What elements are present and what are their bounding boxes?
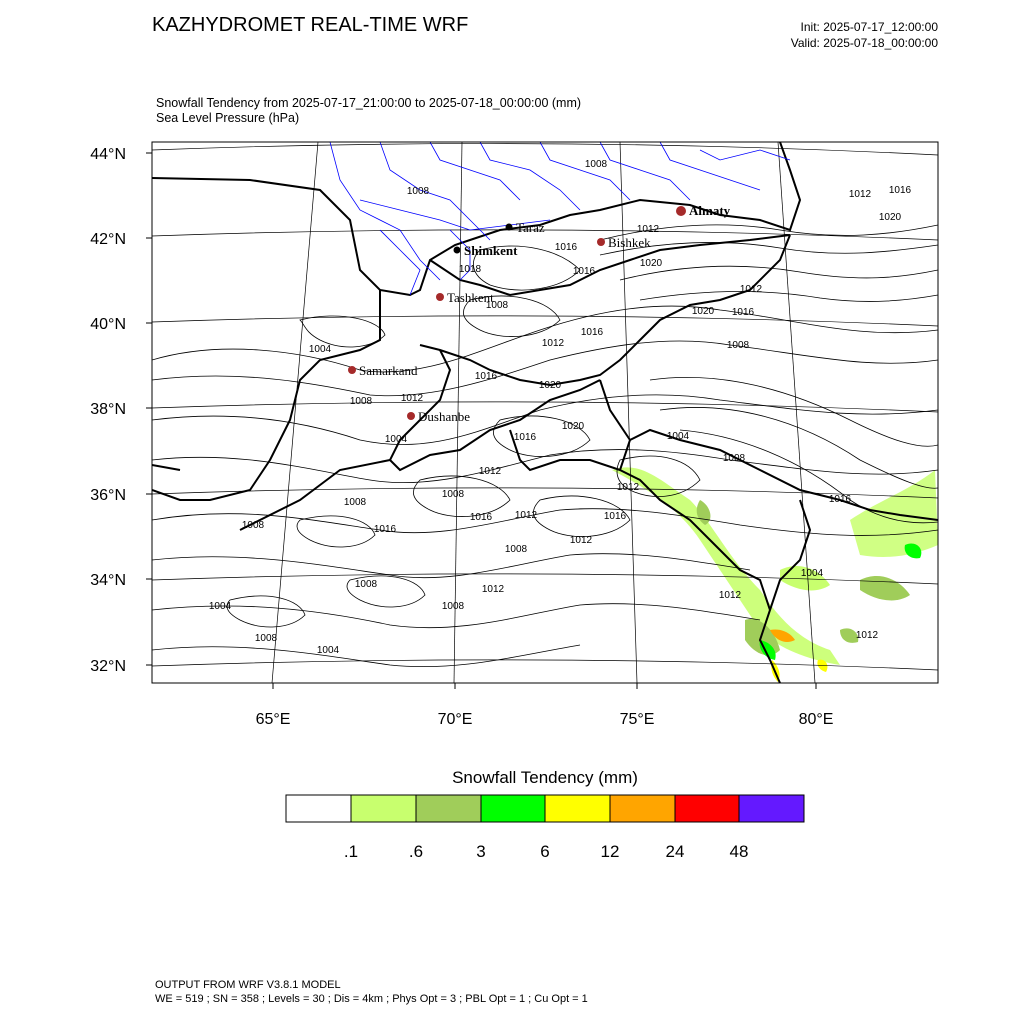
lat-label: 34°N — [90, 572, 126, 589]
contour-label: 1012 — [569, 535, 593, 546]
contour-label: 1008 — [485, 300, 509, 311]
contour-label: 1008 — [726, 340, 750, 351]
colorbar — [286, 795, 804, 822]
contour-label: 1004 — [384, 434, 408, 445]
city-label: Shimkent — [464, 243, 518, 258]
contour-label: 1012 — [636, 224, 660, 235]
contour-label: 1008 — [354, 579, 378, 590]
city-label: Bishkek — [608, 235, 651, 250]
colorbar-swatch — [481, 795, 545, 822]
contour-label: 1012 — [514, 510, 538, 521]
footer-settings: WE = 519 ; SN = 358 ; Levels = 30 ; Dis = 4km ; Phys Opt = 3 ; PBL Opt = 1 ; Cu Opt = 1 — [155, 993, 588, 1005]
city-label: Taraz — [516, 220, 545, 235]
lat-label: 44°N — [90, 146, 126, 163]
contour-label: 1016 — [888, 185, 912, 196]
lat-label: 32°N — [90, 658, 126, 675]
contour-label: 1004 — [800, 568, 824, 579]
colorbar-label: 6 — [540, 842, 550, 861]
lat-label: 42°N — [90, 231, 126, 248]
main-title: KAZHYDROMET REAL-TIME WRF — [152, 14, 469, 36]
contour-label: 1004 — [666, 431, 690, 442]
colorbar-swatch — [545, 795, 610, 822]
contour-label: 1016 — [731, 307, 755, 318]
contour-label: 1008 — [343, 497, 367, 508]
contour-label: 1020 — [639, 258, 663, 269]
contour-label: 1008 — [584, 159, 608, 170]
field-description-slp: Sea Level Pressure (hPa) — [156, 111, 300, 125]
contour-label: 1008 — [241, 520, 265, 531]
colorbar-label: .6 — [408, 842, 424, 861]
contour-label: 1004 — [308, 344, 332, 355]
contour-label: 1012 — [478, 466, 502, 477]
contour-label: 1016 — [580, 327, 604, 338]
footer-model: OUTPUT FROM WRF V3.8.1 MODEL — [155, 979, 341, 991]
contour-label: 1004 — [208, 601, 232, 612]
contour-label: 1016 — [513, 432, 537, 443]
contour-label: 1020 — [561, 421, 585, 432]
colorbar-label: 12 — [600, 842, 620, 861]
contour-label: 1008 — [441, 601, 465, 612]
lat-label: 38°N — [90, 401, 126, 418]
contour-label: 1020 — [691, 306, 715, 317]
contour-label: 1020 — [538, 380, 562, 391]
contour-label: 1016 — [603, 511, 627, 522]
colorbar-swatch — [286, 795, 351, 822]
contour-label: 1004 — [316, 645, 340, 656]
lat-label: 36°N — [90, 487, 126, 504]
lat-label: 40°N — [90, 316, 126, 333]
colorbar-swatch — [675, 795, 739, 822]
contour-label: 1012 — [481, 584, 505, 595]
city-samarkand — [348, 363, 418, 378]
colorbar-swatch — [416, 795, 481, 822]
contour-label: 1020 — [878, 212, 902, 223]
contour-label: 1008 — [504, 544, 528, 555]
colorbar-label: 48 — [729, 842, 749, 861]
contour-label: 1008 — [349, 396, 373, 407]
colorbar-swatch — [739, 795, 804, 822]
city-label: Almaty — [689, 203, 731, 218]
lon-label: 75°E — [619, 711, 655, 728]
colorbar-label: 3 — [476, 842, 486, 861]
contour-label: 1008 — [722, 453, 746, 464]
contour-label: 1016 — [828, 494, 852, 505]
contour-label: 1008 — [406, 186, 430, 197]
valid-time: Valid: 2025-07-18_00:00:00 — [790, 36, 938, 50]
contour-label: 1012 — [616, 482, 640, 493]
init-time: Init: 2025-07-17_12:00:00 — [800, 20, 938, 34]
contour-label: 1012 — [400, 393, 424, 404]
city-shimkent — [454, 243, 519, 258]
colorbar-label: .1 — [343, 842, 359, 861]
latitude-labels — [90, 146, 126, 675]
longitude-labels — [256, 711, 834, 728]
contour-label: 1012 — [855, 630, 879, 641]
colorbar-swatch — [610, 795, 675, 822]
contour-label: 1008 — [254, 633, 278, 644]
colorbar-label: 24 — [665, 842, 685, 861]
colorbar-title: Snowfall Tendency (mm) — [452, 768, 638, 787]
contour-label: 1012 — [718, 590, 742, 601]
contour-label: 1016 — [572, 266, 596, 277]
city-label: Samarkand — [359, 363, 418, 378]
contour-label: 1012 — [541, 338, 565, 349]
contour-label: 1012 — [739, 284, 763, 295]
contour-label: 1018 — [458, 264, 482, 275]
contour-label: 1016 — [474, 371, 498, 382]
contour-label: 1016 — [373, 524, 397, 535]
lon-label: 80°E — [798, 711, 834, 728]
contour-label: 1012 — [848, 189, 872, 200]
lon-label: 65°E — [255, 711, 291, 728]
city-label: Tashkent — [447, 290, 494, 305]
colorbar-swatch — [351, 795, 416, 822]
contour-label: 1016 — [554, 242, 578, 253]
field-description-snowfall: Snowfall Tendency from 2025-07-17_21:00:00 to 2025-07-18_00:00:00 (mm) — [156, 96, 582, 110]
city-label: Dushanbe — [418, 409, 470, 424]
contour-label: 1008 — [441, 489, 465, 500]
lon-label: 70°E — [437, 711, 473, 728]
contour-label: 1016 — [469, 512, 493, 523]
